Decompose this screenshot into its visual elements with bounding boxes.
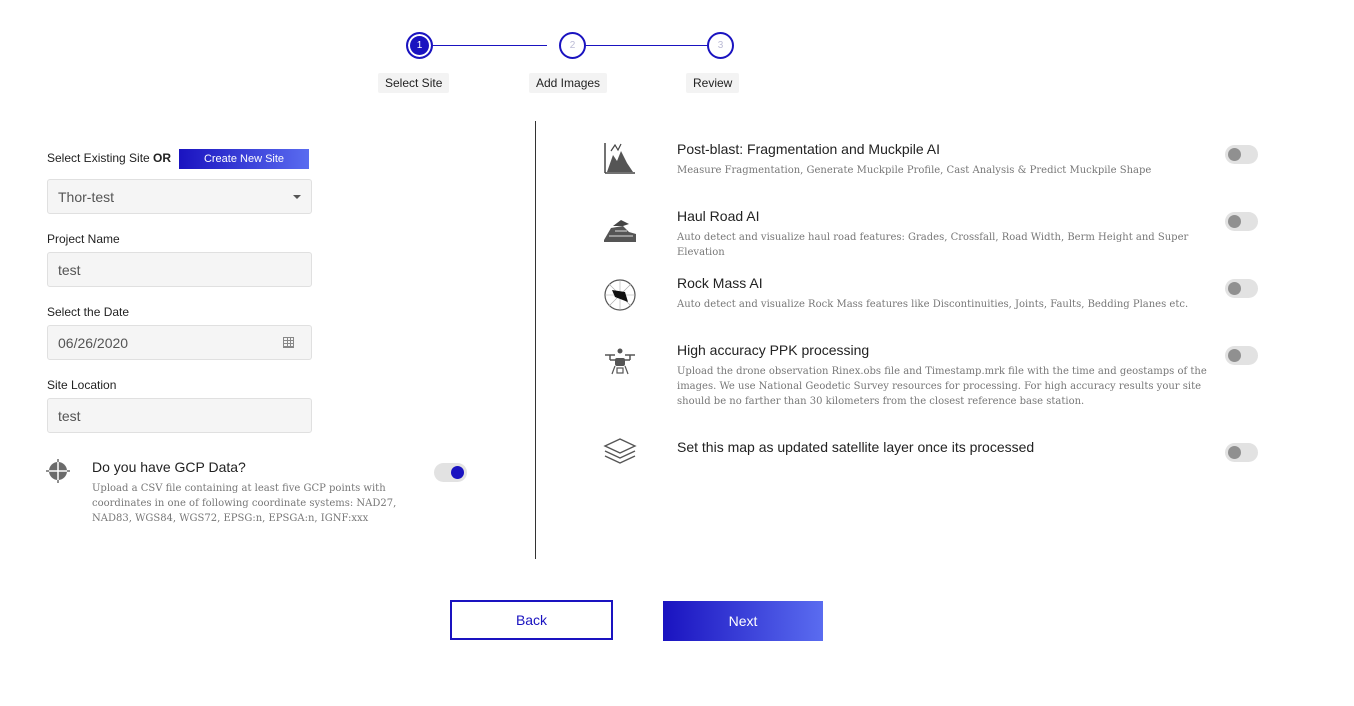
- date-label: Select the Date: [47, 305, 130, 319]
- step-3-circle[interactable]: [707, 32, 734, 59]
- feature-4-title: High accuracy PPK processing: [677, 342, 870, 358]
- feature-1-toggle-knob: [1228, 148, 1241, 161]
- date-input[interactable]: [47, 325, 312, 360]
- feature-2-toggle[interactable]: [1225, 212, 1258, 231]
- feature-2-title: Haul Road AI: [677, 208, 760, 224]
- feature-3-toggle[interactable]: [1225, 279, 1258, 298]
- feature-5-toggle[interactable]: [1225, 443, 1258, 462]
- feature-2-description: Auto detect and visualize haul road features: Grades, Crossfall, Road Width, Berm Height and Super Elevation: [677, 232, 1189, 258]
- muckpile-icon: [603, 141, 637, 175]
- site-location-value: test: [58, 407, 81, 424]
- feature-5-title: Set this map as updated satellite layer once its processed: [677, 439, 1035, 455]
- feature-3-title: Rock Mass AI: [677, 275, 763, 291]
- step-1-number: 1: [416, 40, 423, 51]
- feature-1-title: Post-blast: Fragmentation and Muckpile AI: [677, 141, 941, 157]
- date-value: 06/26/2020: [58, 334, 129, 351]
- project-name-value: test: [58, 261, 81, 278]
- gcp-description: Upload a CSV file containing at least five GCP points with coordinates in one of following coordinate systems: NAD27, NAD83, WGS84, WGS72, EPSG:n, EPSGA:n, IGNF:xxx: [92, 483, 397, 524]
- step-2-label: Add Images: [529, 73, 607, 93]
- site-location-label: Site Location: [47, 378, 117, 392]
- feature-1-description: Measure Fragmentation, Generate Muckpile Profile, Cast Analysis & Predict Muckpile Shape: [677, 165, 1152, 176]
- gcp-title: Do you have GCP Data?: [92, 459, 246, 475]
- step-1-label: Select Site: [378, 73, 449, 93]
- feature-4-toggle-knob: [1228, 349, 1241, 362]
- feature-4-description: Upload the drone observation Rinex.obs file and Timestamp.mrk file with the time and geostamps of the images. We use National Geodetic Survey resources for processing. For high accuracy results your site should be no farther than 30 kilometers from the closest reference base station.: [677, 366, 1207, 407]
- site-location-input[interactable]: [47, 398, 312, 433]
- project-name-label: Project Name: [47, 232, 120, 246]
- calendar-icon[interactable]: [283, 337, 294, 348]
- feature-1-toggle[interactable]: [1225, 145, 1258, 164]
- step-connector-1: [433, 45, 547, 46]
- next-button[interactable]: Next: [663, 601, 823, 641]
- site-select-value: Thor-test: [58, 188, 115, 205]
- create-new-site-button[interactable]: Create New Site: [179, 149, 309, 169]
- gcp-toggle[interactable]: [434, 463, 467, 482]
- feature-2-toggle-knob: [1228, 215, 1241, 228]
- stepper: [0, 0, 1354, 100]
- step-1-circle[interactable]: [406, 32, 433, 59]
- site-select[interactable]: [47, 179, 312, 214]
- chevron-down-icon: [293, 195, 301, 199]
- feature-4-toggle[interactable]: [1225, 346, 1258, 365]
- gcp-toggle-knob: [451, 466, 464, 479]
- crosshair-icon: [46, 459, 70, 483]
- step-2-number: 2: [569, 40, 576, 51]
- or-label: OR: [153, 151, 171, 165]
- feature-5-toggle-knob: [1228, 446, 1241, 459]
- drone-icon: [603, 347, 637, 381]
- back-button[interactable]: Back: [450, 600, 613, 640]
- project-name-input[interactable]: [47, 252, 312, 287]
- feature-3-description: Auto detect and visualize Rock Mass features like Discontinuities, Joints, Faults, Bedding Planes etc.: [677, 299, 1189, 310]
- step-3-label: Review: [686, 73, 739, 93]
- column-divider: [535, 121, 536, 559]
- layers-icon: [603, 435, 637, 469]
- rock-mass-icon: [603, 278, 637, 312]
- haul-road-icon: [603, 214, 637, 248]
- step-connector-2: [586, 45, 708, 46]
- select-existing-site-label: Select Existing Site: [47, 151, 150, 165]
- feature-3-toggle-knob: [1228, 282, 1241, 295]
- step-3-number: 3: [717, 40, 724, 51]
- step-2-circle[interactable]: [559, 32, 586, 59]
